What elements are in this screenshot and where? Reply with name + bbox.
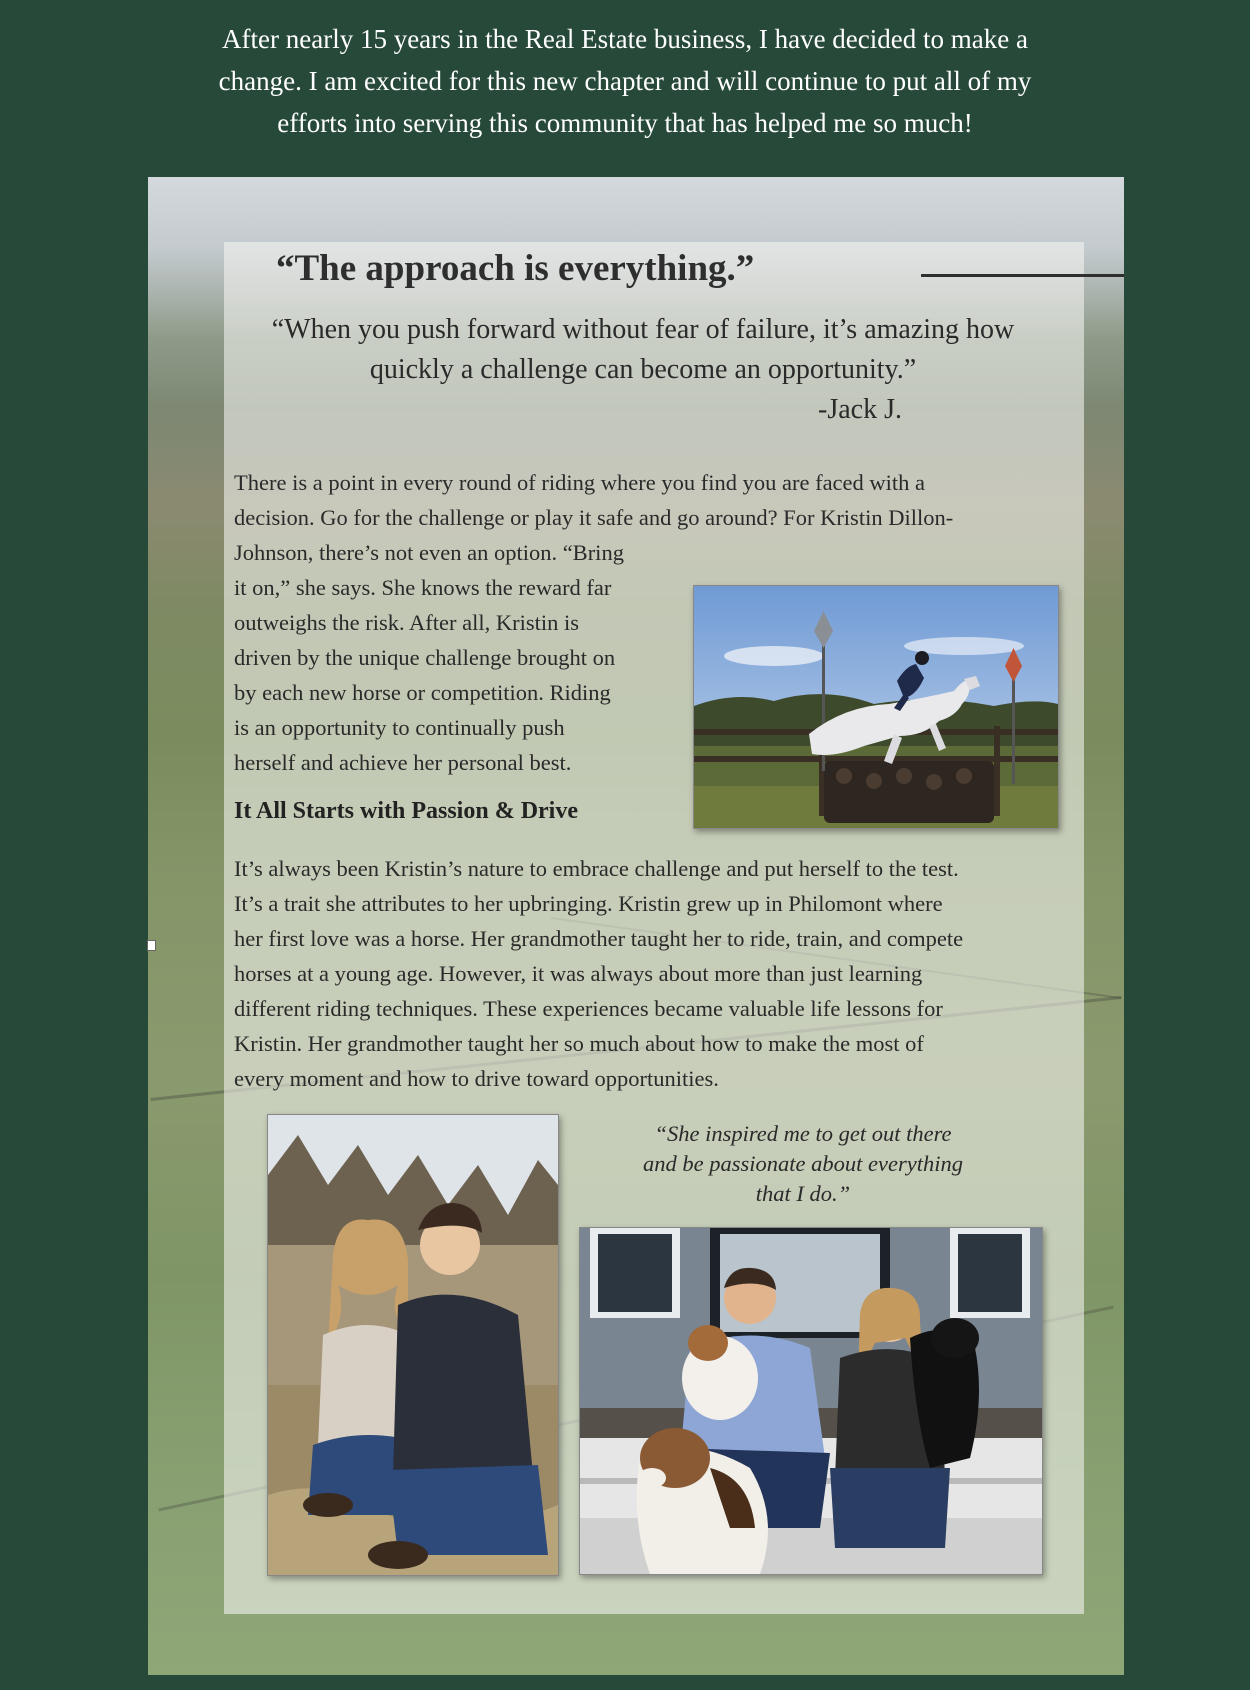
- paragraph-line: There is a point in every round of riding where you find you are faced with a: [234, 470, 926, 495]
- paragraph-line: decision. Go for the challenge or play it safe and go around? For Kristin Dillon-: [234, 505, 954, 530]
- headline: “The approach is everything.”: [276, 248, 755, 289]
- paragraph-line: horses at a young age. However, it was always about more than just learning: [234, 961, 923, 986]
- paragraph-1-full: [234, 465, 1094, 535]
- paragraph-line: It’s a trait she attributes to her upbringing. Kristin grew up in Philomont where: [234, 891, 943, 916]
- intro-text: [180, 18, 1070, 144]
- paragraph-2: [234, 851, 1064, 1096]
- family-dogs-photo: [579, 1227, 1043, 1575]
- headline-row: [276, 247, 1056, 297]
- intro-line: change. I am excited for this new chapter and will continue to put all of my: [218, 66, 1032, 96]
- subheading: It All Starts with Passion & Drive: [234, 798, 578, 824]
- paragraph-line: Kristin. Her grandmother taught her so much about how to make the most of: [234, 1031, 924, 1056]
- paragraph-line: is an opportunity to continually push: [234, 715, 565, 740]
- pull-quote-line: “She inspired me to get out there: [654, 1121, 952, 1146]
- quote-line: quickly a challenge can become an opportunity.”: [369, 354, 917, 385]
- intro-line: efforts into serving this community that has helped me so much!: [277, 108, 973, 138]
- paragraph-line: different riding techniques. These experiences became valuable life lessons for: [234, 996, 943, 1021]
- couple-photo: [267, 1114, 559, 1576]
- quote-author: -Jack J.: [818, 394, 902, 425]
- paragraph-1-narrow: [234, 535, 654, 780]
- paragraph-line: It’s always been Kristin’s nature to embrace challenge and put herself to the test.: [234, 856, 959, 881]
- selection-handle[interactable]: [147, 940, 156, 951]
- intro-line: After nearly 15 years in the Real Estate business, I have decided to make a: [222, 24, 1028, 54]
- horse-jump-photo: [693, 585, 1059, 829]
- paragraph-line: Johnson, there’s not even an option. “Bring: [234, 540, 624, 565]
- paragraph-line: her first love was a horse. Her grandmother taught her to ride, train, and compete: [234, 926, 964, 951]
- quote: [238, 310, 1048, 390]
- paragraph-line: it on,” she says. She knows the reward far: [234, 575, 612, 600]
- pull-quote-line: and be passionate about everything: [643, 1151, 963, 1176]
- paragraph-line: herself and achieve her personal best.: [234, 750, 572, 775]
- paragraph-line: driven by the unique challenge brought on: [234, 645, 616, 670]
- pull-quote: [603, 1119, 1003, 1209]
- flyer-page: [148, 177, 1124, 1675]
- pull-quote-line: that I do.”: [755, 1181, 851, 1206]
- quote-line: “When you push forward without fear of failure, it’s amazing how: [271, 314, 1015, 345]
- paragraph-line: by each new horse or competition. Riding: [234, 680, 611, 705]
- headline-rule: [921, 274, 1124, 277]
- paragraph-line: every moment and how to drive toward opportunities.: [234, 1066, 719, 1091]
- paragraph-line: outweighs the risk. After all, Kristin is: [234, 610, 579, 635]
